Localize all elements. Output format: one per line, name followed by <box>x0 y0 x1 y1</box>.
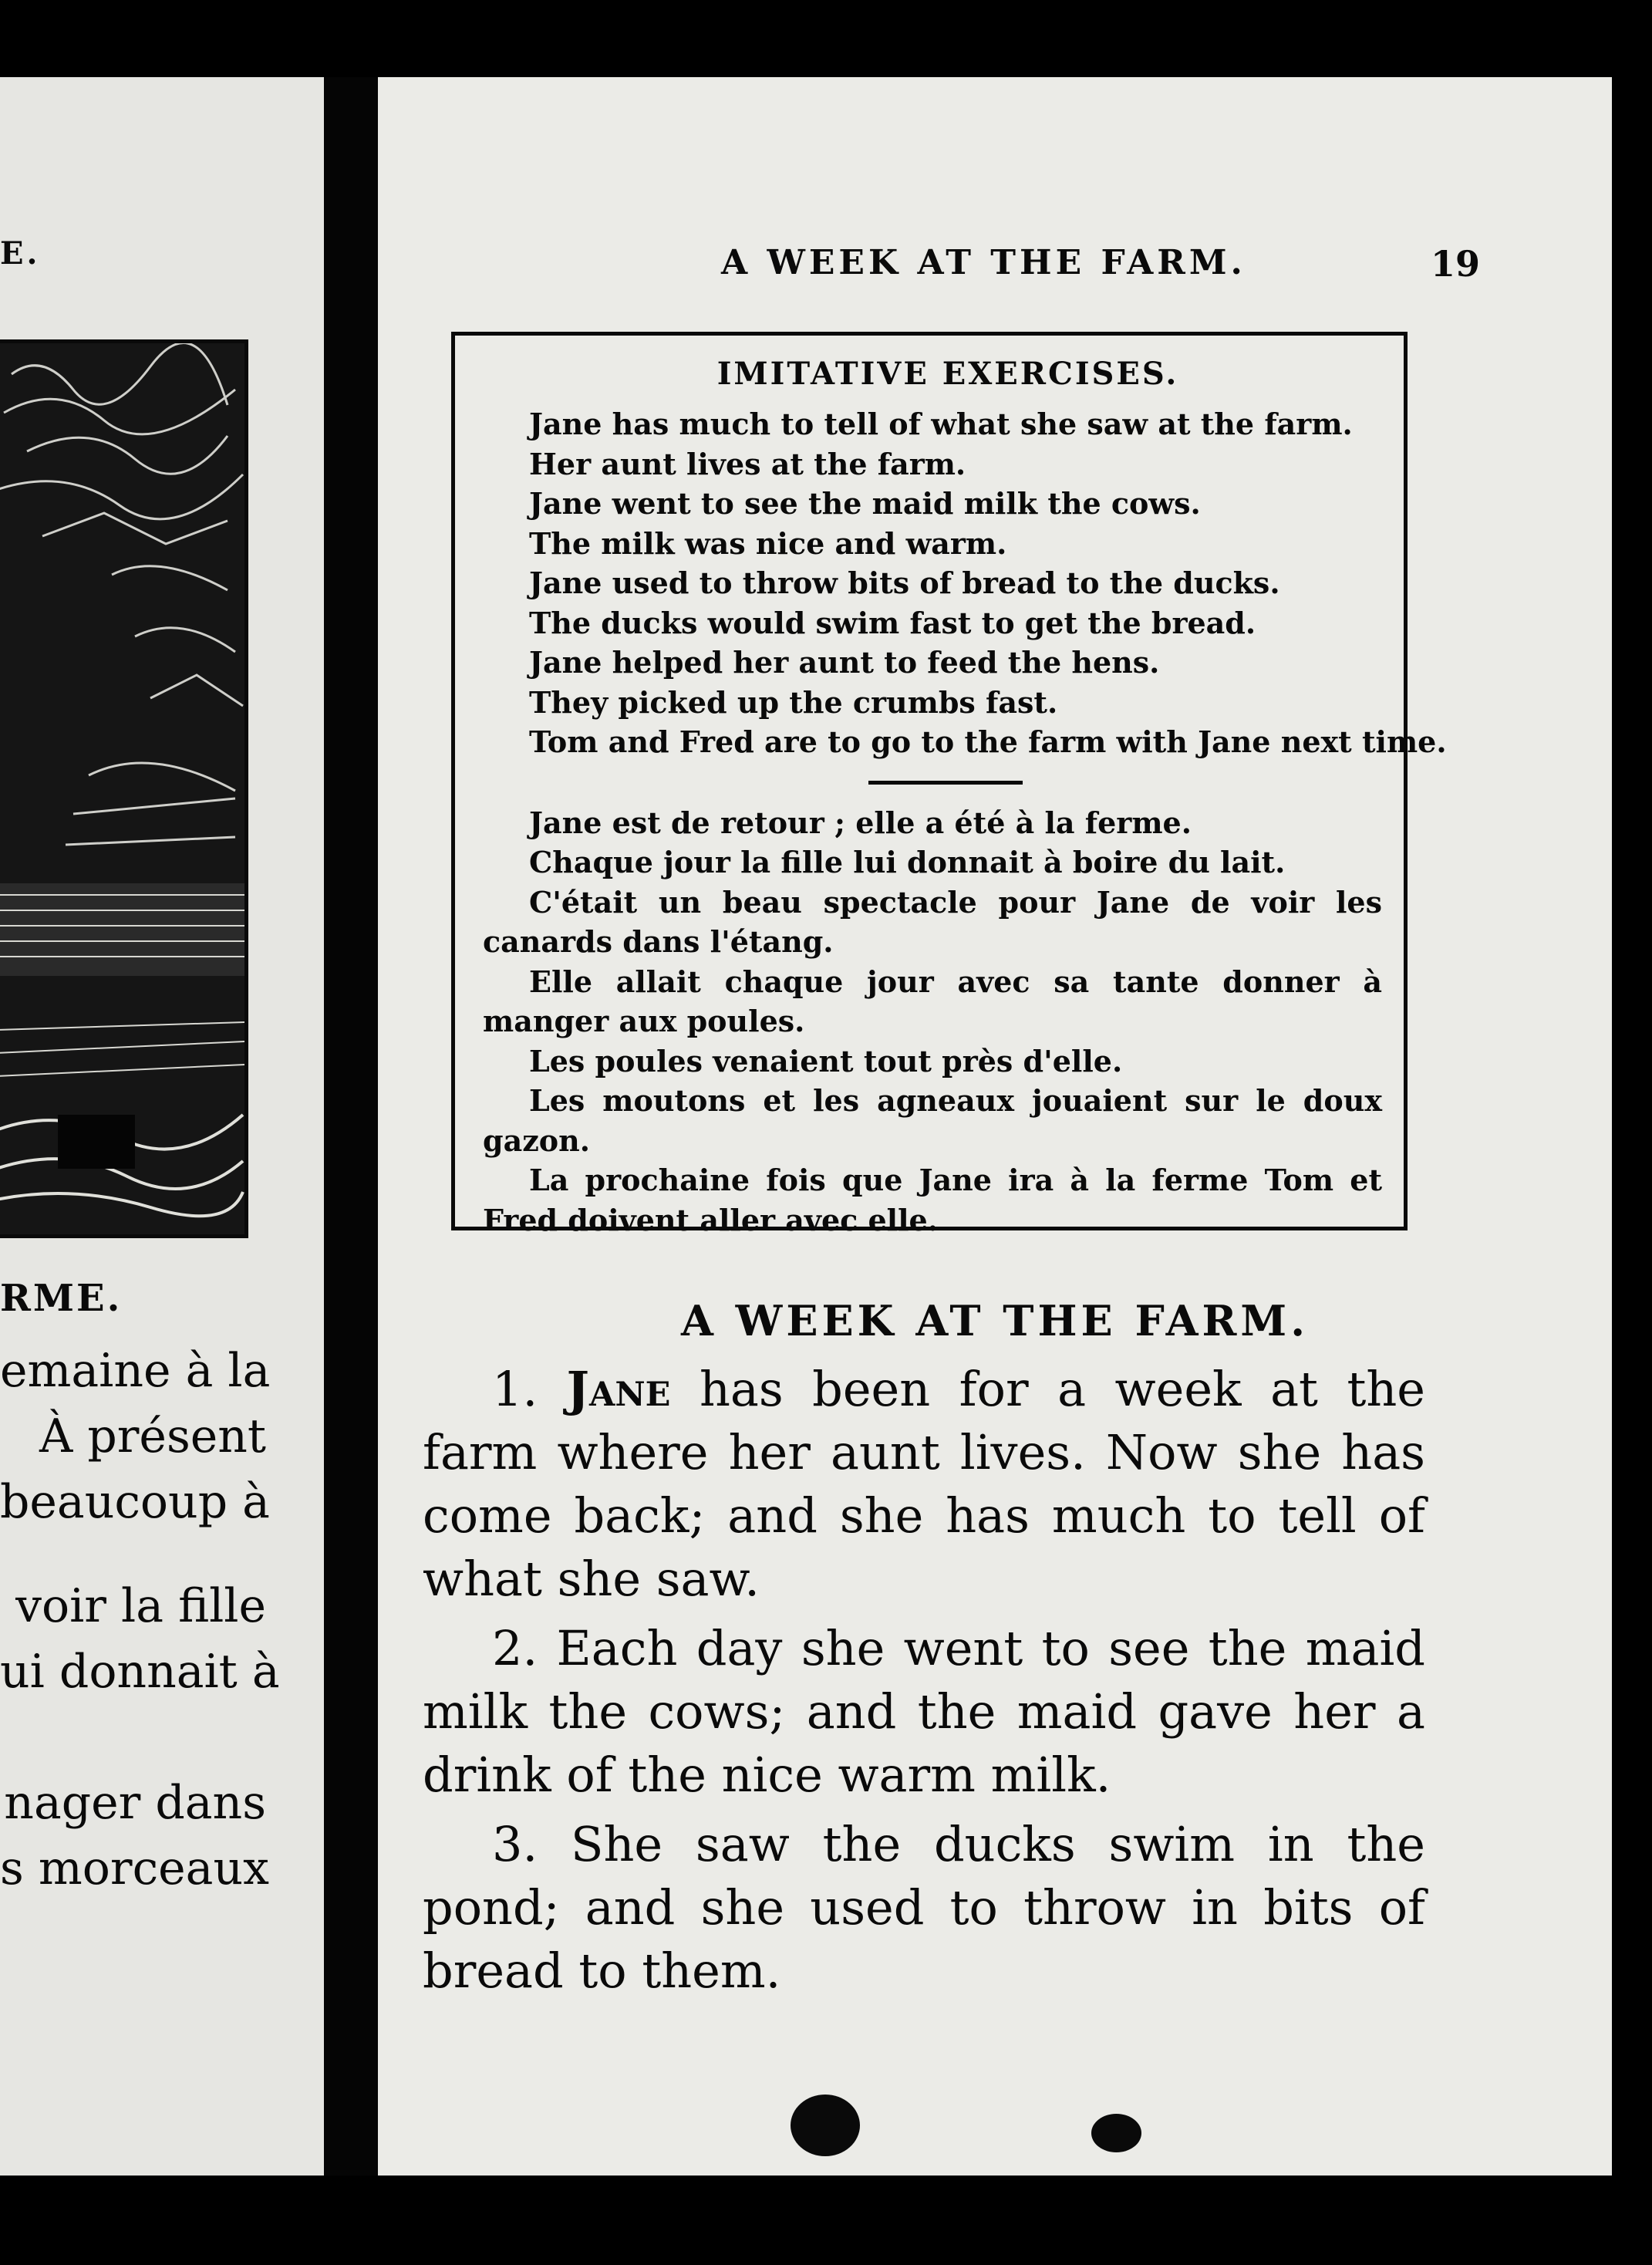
left-line: À présent <box>39 1409 266 1463</box>
section-title: A WEEK AT THE FARM. <box>680 1296 1309 1345</box>
paragraph-number: 1. <box>492 1361 538 1417</box>
english-sentence: Her aunt lives at the farm. <box>529 446 966 481</box>
french-sentence: Les poules venaient tout près d'elle. <box>529 1043 1123 1078</box>
paragraph-number: 3. <box>492 1816 538 1872</box>
left-line: beaucoup à <box>0 1475 270 1529</box>
english-sentence: Jane helped her aunt to feed the hens. <box>529 645 1160 680</box>
left-line: voir la fille <box>15 1579 266 1633</box>
lesson-body <box>423 1358 1425 2009</box>
lesson-paragraph <box>423 1813 1425 2003</box>
engraving-artwork <box>0 343 244 1234</box>
page-number: 19 <box>1431 243 1481 285</box>
section-divider-rule <box>868 781 1023 785</box>
running-head: A WEEK AT THE FARM. <box>721 243 1246 282</box>
left-line: nager dans <box>4 1776 266 1830</box>
english-sentence: The ducks would swim fast to get the bread. <box>529 605 1256 640</box>
paragraph-text: has been for a week at the farm where her aunt lives. Now she has come back; and she has much to tell of what she saw. <box>423 1361 1426 1607</box>
english-sentence: Tom and Fred are to go to the farm with Jane next time. <box>529 724 1447 759</box>
left-heading: RME. <box>0 1277 123 1320</box>
english-sentence: Jane has much to tell of what she saw at the farm. <box>529 407 1353 441</box>
paragraph-lead-word: Jane <box>566 1361 671 1417</box>
imitative-exercises-box <box>451 332 1447 1237</box>
book-gutter <box>324 77 378 2176</box>
english-sentence: They picked up the crumbs fast. <box>529 684 1058 720</box>
lesson-paragraph <box>423 1617 1425 1807</box>
left-line: emaine à la <box>0 1344 271 1398</box>
ink-blot <box>791 2095 860 2156</box>
english-sentence: Jane went to see the maid milk the cows. <box>529 486 1201 521</box>
right-page <box>378 77 1612 2176</box>
lesson-paragraph <box>423 1358 1425 1611</box>
left-line: s morceaux <box>0 1841 269 1895</box>
english-sentence: The milk was nice and warm. <box>529 525 1007 561</box>
left-page <box>0 77 324 2176</box>
french-sentence: C'était un beau spectacle pour Jane de voir les canards dans l'étang. <box>483 884 1382 959</box>
paragraph-text: Each day she went to see the maid milk the cows; and the maid gave her a drink of the nice warm milk. <box>423 1620 1425 1803</box>
engraving-illustration <box>0 339 248 1238</box>
exercises-title: IMITATIVE EXERCISES. <box>716 356 1179 392</box>
paragraph-number: 2. <box>492 1620 538 1676</box>
french-sentence: Jane est de retour ; elle a été à la ferme. <box>529 805 1192 840</box>
paragraph-text: She saw the ducks swim in the pond; and she used to throw in bits of bread to them. <box>423 1816 1425 1999</box>
left-line: ui donnait à <box>0 1645 280 1699</box>
french-sentence: Les moutons et les agneaux jouaient sur le doux gazon. <box>483 1083 1382 1158</box>
left-body-text <box>0 1338 280 1902</box>
french-sentence: Chaque jour la fille lui donnait à boire du lait. <box>529 845 1286 879</box>
french-sentence: La prochaine fois que Jane ira à la ferme Tom et Fred doivent aller avec elle. <box>483 1163 1382 1237</box>
left-running-head: E. <box>0 235 41 272</box>
ink-blot <box>1091 2114 1141 2152</box>
english-sentence: Jane used to throw bits of bread to the ducks. <box>529 565 1280 600</box>
french-sentence: Elle allait chaque jour avec sa tante donner à manger aux poules. <box>483 964 1382 1038</box>
